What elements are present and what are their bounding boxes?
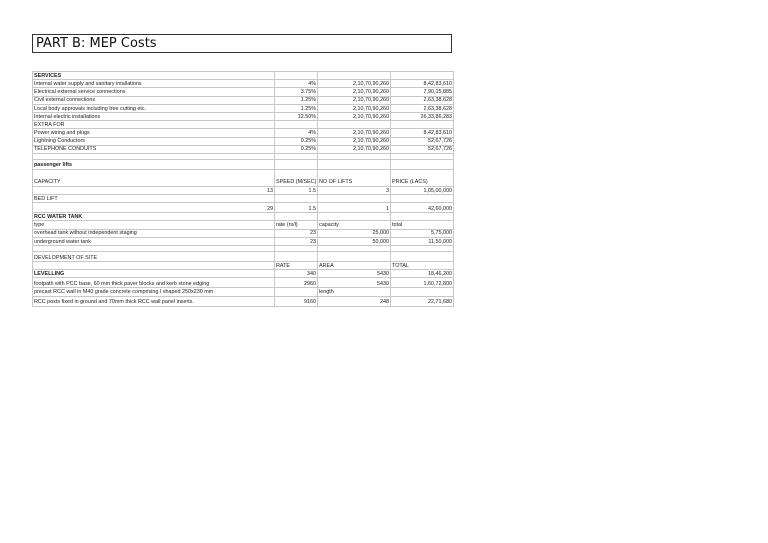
site-col-area: AREA	[318, 262, 391, 270]
site-col-rate: RATE	[275, 262, 318, 270]
lifts-col-number: NO OF LIFTS	[318, 169, 391, 186]
site-rate: 9160	[275, 296, 318, 306]
table-row	[33, 129, 454, 137]
row-base: 2,10,70,90,260	[318, 88, 391, 96]
site-label: RCC posts fixed in ground and 70mm thick RCC wall panel inserts.	[33, 296, 275, 306]
site-label: precast RCC wall in M40 grade concrete comprising I shaped 250x230 mm	[33, 288, 275, 296]
row-base: 2,10,70,90,260	[318, 129, 391, 137]
row-base: 2,10,70,90,260	[318, 80, 391, 88]
lift-number: 1	[318, 203, 391, 213]
lifts-col-speed: SPEED (M/SEC)	[275, 169, 318, 186]
bed-lift-label: BED LIFT	[33, 195, 275, 203]
lift-price: 42,60,000	[391, 203, 454, 213]
site-total: 18,46,200	[391, 270, 454, 278]
site-total: 1,60,72,800	[391, 278, 454, 288]
row-label: Power wiring and plugs	[33, 129, 275, 137]
row-percent: 4%	[275, 80, 318, 88]
row-amount: 7,90,15,885	[391, 88, 454, 96]
row-percent: 12.50%	[275, 112, 318, 120]
site-rate: 340	[275, 270, 318, 278]
extra-heading-row	[33, 121, 454, 129]
site-area: 5430	[318, 278, 391, 288]
row-percent: 0.25%	[275, 145, 318, 153]
table-row	[33, 137, 454, 145]
site-col-total: TOTAL	[391, 262, 454, 270]
lift-capacity: 13	[33, 186, 275, 194]
mep-cost-sheet	[32, 71, 454, 307]
page-title: PART B: MEP Costs	[36, 36, 157, 51]
site-area: length	[318, 288, 391, 296]
row-amount: 52,67,726	[391, 145, 454, 153]
site-header-row	[33, 262, 454, 270]
lift-speed: 1.5	[275, 186, 318, 194]
site-label: LEVELLING	[33, 270, 275, 278]
table-row	[33, 203, 454, 213]
lift-speed: 1.5	[275, 203, 318, 213]
table-row	[33, 229, 454, 237]
table-row	[33, 96, 454, 104]
tank-heading-row	[33, 213, 454, 221]
lifts-heading: passenger lifts	[33, 159, 275, 169]
tank-col-total: total	[391, 221, 454, 229]
lifts-col-price: PRICE (LACS)	[391, 169, 454, 186]
lifts-col-capacity: CAPACITY	[33, 169, 275, 186]
lifts-header-row	[33, 169, 454, 186]
table-row	[33, 296, 454, 306]
row-amount: 52,67,726	[391, 137, 454, 145]
tank-total: 11,50,000	[391, 237, 454, 245]
tank-header-row	[33, 221, 454, 229]
row-amount: 2,63,38,628	[391, 96, 454, 104]
row-base: 2,10,70,90,260	[318, 145, 391, 153]
lift-number: 3	[318, 186, 391, 194]
table-row	[33, 104, 454, 112]
table-row	[33, 288, 454, 296]
extra-heading: EXTRA FOR	[33, 121, 275, 129]
table-row	[33, 278, 454, 288]
lift-capacity: 29	[33, 203, 275, 213]
row-label: Internal electric installations	[33, 112, 275, 120]
table-row	[33, 88, 454, 96]
table-row	[33, 186, 454, 194]
row-amount: 8,42,83,610	[391, 80, 454, 88]
tank-col-rate: rate (rs/l)	[275, 221, 318, 229]
row-percent: 1.25%	[275, 104, 318, 112]
row-label: Civil external connections	[33, 96, 275, 104]
row-label: Lightning Conductors	[33, 137, 275, 145]
row-base: 2,10,70,90,260	[318, 137, 391, 145]
row-base: 2,10,70,90,260	[318, 96, 391, 104]
site-area: 248	[318, 296, 391, 306]
table-row	[33, 237, 454, 245]
table-row	[33, 145, 454, 153]
tank-heading: RCC WATER TANK	[33, 213, 275, 221]
tank-type: overhead tank without independent staging	[33, 229, 275, 237]
lift-price: 1,05,00,000	[391, 186, 454, 194]
site-heading-row	[33, 252, 454, 262]
row-percent: 4%	[275, 129, 318, 137]
page-title-box	[32, 34, 452, 53]
services-heading: SERVICES	[33, 72, 275, 80]
site-label: footpath with PCC base, 60 mm thick paver blocks and kerb stone edging	[33, 278, 275, 288]
tank-capacity: 25,000	[318, 229, 391, 237]
row-amount: 8,42,83,610	[391, 129, 454, 137]
row-percent: 3.75%	[275, 88, 318, 96]
bed-lift-row	[33, 195, 454, 203]
row-label: TELEPHONE CONDUITS	[33, 145, 275, 153]
tank-type: underground water tank	[33, 237, 275, 245]
site-heading: DEVELOPMENT OF SITE	[33, 252, 275, 262]
tank-col-type: type	[33, 221, 275, 229]
table-row	[33, 270, 454, 278]
row-percent: 0.25%	[275, 137, 318, 145]
table-row	[33, 80, 454, 88]
row-base: 2,10,70,90,260	[318, 104, 391, 112]
tank-col-capacity: capacity	[318, 221, 391, 229]
row-amount: 2,63,38,628	[391, 104, 454, 112]
tank-total: 5,75,000	[391, 229, 454, 237]
tank-rate: 23	[275, 229, 318, 237]
tank-capacity: 50,000	[318, 237, 391, 245]
table-row	[33, 112, 454, 120]
services-heading-row	[33, 72, 454, 80]
site-total: 22,71,680	[391, 296, 454, 306]
site-area: 5430	[318, 270, 391, 278]
row-label: Electrical external service connections	[33, 88, 275, 96]
site-rate: 2960	[275, 278, 318, 288]
lifts-heading-row	[33, 159, 454, 169]
row-label: Local body approvals including tree cutting etc.	[33, 104, 275, 112]
row-label: Internal water supply and sanitary intallations	[33, 80, 275, 88]
row-amount: 26,33,86,283	[391, 112, 454, 120]
row-percent: 1.25%	[275, 96, 318, 104]
row-base: 2,10,70,90,260	[318, 112, 391, 120]
tank-rate: 23	[275, 237, 318, 245]
